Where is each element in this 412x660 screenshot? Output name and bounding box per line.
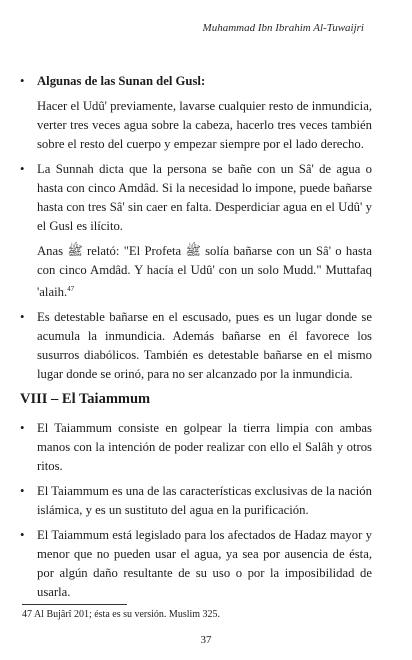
- footnote-ref: 47: [67, 285, 75, 293]
- running-head: Muhammad Ibn Ibrahim Al-Tuwaijri: [202, 22, 364, 34]
- item-text: El Taiammum consiste en golpear la tierra limpia con ambas manos con la intención de poder realizar con ello el Salâh y otros ritos.: [37, 421, 372, 474]
- bullet: •: [20, 421, 25, 436]
- list-item: [20, 419, 372, 476]
- section-title: VIII – El Taiammum: [20, 391, 151, 408]
- item-quote-text: Anas ﷺ relató: "El Profeta ﷺ solía bañarse con un Sâ' o hasta con cinco Amdâd. Y hacía el Udû' con un solo Mudd." Muttafaq 'alaih.: [37, 244, 372, 300]
- list-item: [20, 160, 372, 302]
- list-item: [20, 482, 372, 520]
- bullet: •: [20, 74, 25, 88]
- list-item: [20, 72, 372, 154]
- item-text: El Taiammum es una de las características exclusivas de la nación islámica, y es un sustituto del agua en la purificación.: [37, 484, 372, 518]
- footnote: 47 Al Bujârî 201; ésta es su versión. Muslim 325.: [22, 609, 221, 620]
- page-content: [20, 72, 372, 608]
- bullet: •: [20, 162, 25, 176]
- item-text: Es detestable bañarse en el escusado, pues es un lugar donde se acumula la inmundicia. Además bañarse en él favorece los susurros diabólicos. También es detestable bañarse en el mismo lugar donde se orinó, para no ser alcanzado por la inmundicia.: [37, 310, 372, 382]
- item-heading: Algunas de las Sunan del Gusl:: [37, 74, 206, 88]
- item-text: El Taiammum está legislado para los afectados de Hadaz mayor y menor que no pueden usar el agua, ya sea por ausencia de ésta, por algún daño resultante de su uso o por la imposibilidad de usarla.: [37, 528, 372, 600]
- list-item: [20, 308, 372, 384]
- item-quote: [37, 242, 372, 302]
- item-text: La Sunnah dicta que la persona se bañe con un Sâ' de agua o hasta con cinco Amdâd. Si la necesidad lo impone, puede bañarse hasta con tres Sâ' sin caer en falta. Desperdiciar agua en el Udû' y el Gusl es ilícito.: [37, 162, 372, 233]
- bullet: •: [20, 528, 25, 543]
- page-number: 37: [200, 634, 212, 646]
- item-text: Hacer el Udû' previamente, lavarse cualquier resto de inmundicia, verter tres veces agua sobre la cabeza, hacerlo tres veces también sobre el resto del cuerpo y empezar siempre por el lado derecho.: [37, 99, 372, 151]
- list-item: [20, 526, 372, 602]
- bullet: •: [20, 310, 25, 325]
- bullet: •: [20, 484, 25, 499]
- footnote-divider: [22, 604, 127, 605]
